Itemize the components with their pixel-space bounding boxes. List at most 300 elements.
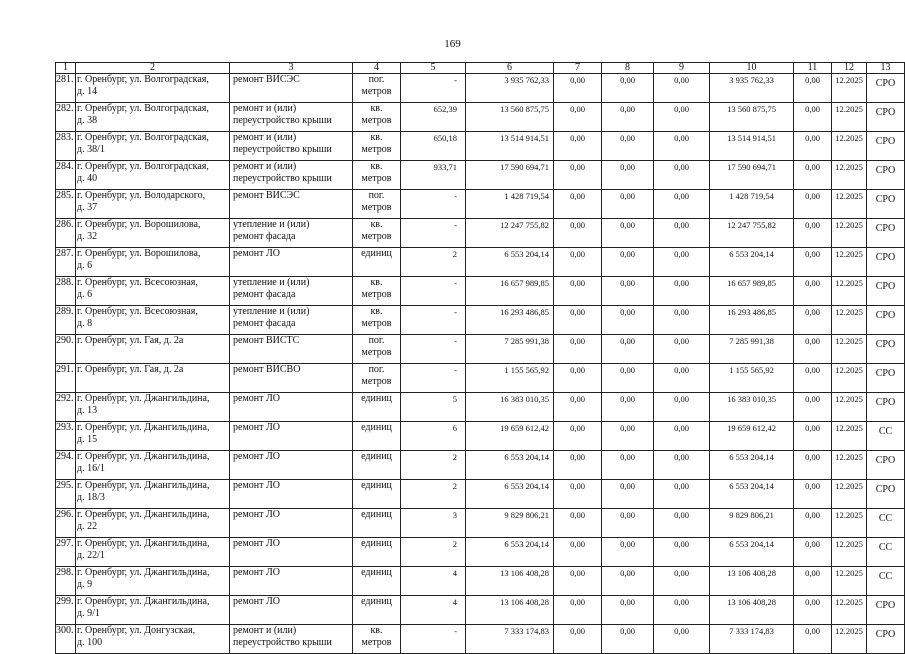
work-type-cell-line: ремонт и (или) (233, 103, 297, 114)
column-header: 2 (76, 63, 230, 74)
address-cell-line: г. Оренбург, ул. Волгоградская, (77, 103, 209, 114)
unit-cell-line: метров (361, 375, 392, 387)
address-cell-line: д. 22/1 (77, 549, 105, 561)
date-cell (832, 306, 867, 335)
total-cell (710, 132, 794, 161)
cost-cell-line: 13 560 875,75 (500, 104, 549, 114)
cost-cell (466, 103, 554, 132)
value-cell (654, 306, 710, 335)
value-cell-line: 0,00 (805, 104, 820, 114)
cost-cell-line: 6 553 204,14 (504, 249, 549, 259)
value-cell (794, 538, 832, 567)
column-header: 13 (867, 63, 905, 74)
value-cell-line: 0,00 (674, 104, 689, 114)
address-cell-line: д. 38 (77, 114, 98, 126)
table-row (56, 335, 905, 364)
column-header: 10 (710, 63, 794, 74)
address-cell-line: д. 8 (77, 317, 93, 329)
quantity-cell-line: - (454, 278, 457, 288)
cost-cell (466, 190, 554, 219)
unit-cell (353, 248, 401, 277)
date-cell (832, 103, 867, 132)
cost-cell (466, 306, 554, 335)
organization-cell-line: СС (878, 513, 893, 524)
date-cell (832, 132, 867, 161)
value-cell-line: 0,00 (805, 162, 820, 172)
value-cell-line: 0,00 (805, 394, 820, 404)
value-cell (654, 335, 710, 364)
organization-cell (867, 219, 905, 248)
row-number-line: 294. (56, 451, 74, 462)
value-cell (554, 277, 602, 306)
date-cell (832, 596, 867, 625)
address-cell-line: г. Оренбург, ул. Донгузская, (77, 625, 196, 636)
address-cell (76, 538, 230, 567)
table-row (56, 161, 905, 190)
quantity-cell-line: 3 (452, 510, 457, 520)
unit-cell (353, 161, 401, 190)
value-cell (602, 538, 654, 567)
address-cell-line: г. Оренбург, ул. Всесоюзная, (77, 277, 198, 288)
organization-cell (867, 306, 905, 335)
value-cell (602, 74, 654, 103)
unit-cell (353, 480, 401, 509)
cost-cell (466, 538, 554, 567)
address-cell-line: д. 13 (77, 404, 98, 416)
date-cell (832, 248, 867, 277)
organization-cell-line: СРО (875, 397, 896, 408)
quantity-cell-line: - (454, 307, 457, 317)
unit-cell (353, 625, 401, 654)
quantity-cell-line: 6 (452, 423, 457, 433)
unit-cell (353, 132, 401, 161)
value-cell-line: 0,00 (620, 365, 635, 375)
table-row (56, 364, 905, 393)
row-number (56, 596, 76, 625)
address-cell (76, 277, 230, 306)
organization-cell (867, 364, 905, 393)
address-cell (76, 161, 230, 190)
cost-cell-line: 6 553 204,14 (504, 452, 549, 462)
cost-cell-line: 19 659 612,42 (500, 423, 549, 433)
row-number-line: 285. (56, 190, 74, 201)
value-cell (794, 567, 832, 596)
capital-repair-table (55, 62, 905, 654)
unit-cell-line: метров (361, 230, 392, 242)
value-cell-line: 0,00 (620, 249, 635, 259)
page-number: 169 (444, 38, 461, 50)
quantity-cell-line: 2 (452, 249, 457, 259)
date-cell (832, 451, 867, 480)
cost-cell-line: 16 657 989,85 (500, 278, 549, 288)
date-cell (832, 190, 867, 219)
total-cell (710, 480, 794, 509)
row-number-line: 283. (56, 132, 74, 143)
value-cell (654, 161, 710, 190)
address-cell-line: г. Оренбург, ул. Джангильдина, (77, 480, 210, 491)
value-cell (554, 306, 602, 335)
value-cell (602, 190, 654, 219)
quantity-cell (401, 538, 466, 567)
value-cell-line: 0,00 (570, 162, 585, 172)
row-number (56, 132, 76, 161)
date-cell (832, 625, 867, 654)
row-number (56, 277, 76, 306)
value-cell (654, 451, 710, 480)
organization-cell-line: СРО (875, 484, 896, 495)
value-cell-line: 0,00 (570, 75, 585, 85)
address-cell (76, 393, 230, 422)
value-cell-line: 0,00 (805, 307, 820, 317)
value-cell-line: 0,00 (805, 510, 820, 520)
work-type-cell (230, 132, 353, 161)
row-number-line: 284. (56, 161, 74, 172)
quantity-cell-line: 4 (452, 568, 457, 578)
quantity-cell (401, 335, 466, 364)
quantity-cell (401, 74, 466, 103)
value-cell (654, 422, 710, 451)
value-cell-line: 0,00 (674, 626, 689, 636)
value-cell-line: 0,00 (674, 423, 689, 433)
total-cell-line: 16 293 486,85 (727, 307, 776, 317)
value-cell-line: 0,00 (620, 307, 635, 317)
table-row (56, 306, 905, 335)
unit-cell (353, 219, 401, 248)
quantity-cell (401, 132, 466, 161)
quantity-cell-line: 650,18 (433, 133, 457, 143)
total-cell-line: 7 285 991,38 (729, 336, 774, 346)
total-cell-line: 13 106 408,28 (727, 568, 776, 578)
address-cell-line: д. 16/1 (77, 462, 105, 474)
organization-cell-line: СРО (875, 136, 896, 147)
value-cell (654, 538, 710, 567)
address-cell (76, 422, 230, 451)
organization-cell (867, 277, 905, 306)
value-cell-line: 0,00 (570, 481, 585, 491)
address-cell-line: г. Оренбург, ул. Гая, д. 2а (77, 364, 184, 375)
value-cell (554, 103, 602, 132)
total-cell (710, 190, 794, 219)
total-cell-line: 13 514 914,51 (727, 133, 776, 143)
address-cell-line: д. 32 (77, 230, 98, 242)
quantity-cell-line: 933,71 (433, 162, 457, 172)
row-number (56, 248, 76, 277)
work-type-cell (230, 364, 353, 393)
address-cell-line: г. Оренбург, ул. Джангильдина, (77, 451, 210, 462)
address-cell-line: д. 9/1 (77, 607, 100, 619)
value-cell-line: 0,00 (570, 510, 585, 520)
value-cell-line: 0,00 (570, 394, 585, 404)
total-cell-line: 16 657 989,85 (727, 278, 776, 288)
cost-cell (466, 393, 554, 422)
value-cell (602, 306, 654, 335)
value-cell-line: 0,00 (674, 278, 689, 288)
value-cell (794, 451, 832, 480)
work-type-cell-line: ремонт ЛО (233, 480, 280, 491)
total-cell (710, 248, 794, 277)
cost-cell-line: 16 293 486,85 (500, 307, 549, 317)
unit-cell (353, 364, 401, 393)
unit-cell-line: единиц (361, 248, 392, 259)
row-number (56, 74, 76, 103)
value-cell-line: 0,00 (620, 75, 635, 85)
organization-cell (867, 451, 905, 480)
value-cell-line: 0,00 (674, 162, 689, 172)
total-cell-line: 12 247 755,82 (727, 220, 776, 230)
value-cell-line: 0,00 (805, 597, 820, 607)
organization-cell-line: СРО (875, 368, 896, 379)
unit-cell-line: кв. (370, 306, 383, 317)
row-number (56, 161, 76, 190)
value-cell-line: 0,00 (674, 220, 689, 230)
value-cell-line: 0,00 (620, 568, 635, 578)
work-type-cell (230, 509, 353, 538)
total-cell (710, 74, 794, 103)
quantity-cell (401, 248, 466, 277)
cost-cell-line: 6 553 204,14 (504, 539, 549, 549)
value-cell (554, 538, 602, 567)
organization-cell-line: СРО (875, 600, 896, 611)
date-cell-line: 12.2025 (835, 307, 863, 317)
value-cell (602, 567, 654, 596)
row-number-line: 288. (56, 277, 74, 288)
value-cell-line: 0,00 (620, 133, 635, 143)
unit-cell-line: кв. (370, 161, 383, 172)
date-cell-line: 12.2025 (835, 278, 863, 288)
column-header: 1 (56, 63, 76, 74)
value-cell (654, 74, 710, 103)
value-cell-line: 0,00 (674, 452, 689, 462)
unit-cell-line: единиц (361, 422, 392, 433)
work-type-cell-line: ремонт фасада (233, 230, 296, 242)
value-cell-line: 0,00 (570, 133, 585, 143)
address-cell-line: д. 18/3 (77, 491, 105, 503)
value-cell (794, 132, 832, 161)
value-cell (654, 393, 710, 422)
value-cell (602, 393, 654, 422)
work-type-cell (230, 103, 353, 132)
work-type-cell (230, 190, 353, 219)
value-cell-line: 0,00 (620, 452, 635, 462)
value-cell-line: 0,00 (570, 365, 585, 375)
address-cell-line: г. Оренбург, ул. Ворошилова, (77, 219, 201, 230)
organization-cell-line: СРО (875, 223, 896, 234)
quantity-cell (401, 277, 466, 306)
organization-cell (867, 74, 905, 103)
value-cell (602, 596, 654, 625)
total-cell-line: 9 829 806,21 (729, 510, 774, 520)
total-cell (710, 161, 794, 190)
total-cell-line: 1 155 565,92 (729, 365, 774, 375)
row-number-line: 281. (56, 74, 74, 85)
address-cell (76, 596, 230, 625)
value-cell (654, 480, 710, 509)
value-cell (602, 103, 654, 132)
organization-cell-line: СС (878, 426, 893, 437)
unit-cell-line: метров (361, 636, 392, 648)
value-cell-line: 0,00 (620, 336, 635, 346)
row-number (56, 451, 76, 480)
cost-cell-line: 9 829 806,21 (504, 510, 549, 520)
value-cell-line: 0,00 (620, 626, 635, 636)
value-cell (602, 277, 654, 306)
total-cell-line: 1 428 719,54 (729, 191, 774, 201)
table-row (56, 277, 905, 306)
value-cell-line: 0,00 (805, 133, 820, 143)
work-type-cell-line: переустройство крыши (233, 143, 332, 155)
address-cell-line: д. 40 (77, 172, 98, 184)
column-header: 5 (401, 63, 466, 74)
unit-cell-line: метров (361, 172, 392, 184)
total-cell-line: 7 333 174,83 (729, 626, 774, 636)
total-cell-line: 6 553 204,14 (729, 452, 774, 462)
value-cell (602, 248, 654, 277)
work-type-cell (230, 567, 353, 596)
organization-cell-line: СРО (875, 165, 896, 176)
address-cell (76, 625, 230, 654)
cost-cell (466, 567, 554, 596)
organization-cell-line: СРО (875, 252, 896, 263)
unit-cell-line: кв. (370, 103, 383, 114)
value-cell-line: 0,00 (620, 191, 635, 201)
row-number (56, 625, 76, 654)
value-cell (554, 248, 602, 277)
work-type-cell-line: ремонт ВИСТС (233, 335, 300, 346)
address-cell-line: д. 9 (77, 578, 93, 590)
quantity-cell-line: - (454, 365, 457, 375)
quantity-cell (401, 364, 466, 393)
quantity-cell (401, 161, 466, 190)
value-cell-line: 0,00 (570, 452, 585, 462)
unit-cell-line: метров (361, 288, 392, 300)
total-cell-line: 13 106 408,28 (727, 597, 776, 607)
total-cell (710, 625, 794, 654)
row-number (56, 509, 76, 538)
total-cell-line: 6 553 204,14 (729, 249, 774, 259)
row-number-line: 291. (56, 364, 74, 375)
unit-cell-line: единиц (361, 451, 392, 462)
cost-cell (466, 248, 554, 277)
work-type-cell-line: ремонт и (или) (233, 625, 297, 636)
value-cell-line: 0,00 (674, 510, 689, 520)
cost-cell-line: 1 155 565,92 (504, 365, 549, 375)
organization-cell (867, 248, 905, 277)
work-type-cell (230, 335, 353, 364)
quantity-cell-line: 2 (452, 539, 457, 549)
address-cell-line: г. Оренбург, ул. Ворошилова, (77, 248, 201, 259)
value-cell (654, 596, 710, 625)
value-cell (794, 625, 832, 654)
total-cell-line: 17 590 694,71 (727, 162, 776, 172)
organization-cell (867, 393, 905, 422)
value-cell-line: 0,00 (620, 423, 635, 433)
address-cell (76, 103, 230, 132)
table-row (56, 596, 905, 625)
value-cell (794, 364, 832, 393)
cost-cell-line: 1 428 719,54 (504, 191, 549, 201)
unit-cell-line: метров (361, 143, 392, 155)
organization-cell-line: СРО (875, 281, 896, 292)
row-number-line: 289. (56, 306, 74, 317)
value-cell-line: 0,00 (620, 510, 635, 520)
row-number (56, 219, 76, 248)
table-row (56, 509, 905, 538)
date-cell-line: 12.2025 (835, 626, 863, 636)
value-cell-line: 0,00 (805, 539, 820, 549)
unit-cell-line: кв. (370, 219, 383, 230)
organization-cell (867, 625, 905, 654)
value-cell-line: 0,00 (570, 423, 585, 433)
value-cell (794, 74, 832, 103)
value-cell-line: 0,00 (674, 568, 689, 578)
date-cell (832, 219, 867, 248)
work-type-cell-line: ремонт ЛО (233, 509, 280, 520)
unit-cell-line: метров (361, 317, 392, 329)
row-number-line: 282. (56, 103, 74, 114)
organization-cell-line: СРО (875, 310, 896, 321)
value-cell-line: 0,00 (570, 336, 585, 346)
unit-cell-line: пог. (368, 190, 385, 201)
work-type-cell (230, 625, 353, 654)
date-cell-line: 12.2025 (835, 597, 863, 607)
row-number-line: 287. (56, 248, 74, 259)
date-cell-line: 12.2025 (835, 220, 863, 230)
quantity-cell-line: - (454, 75, 457, 85)
value-cell (794, 103, 832, 132)
table-row (56, 567, 905, 596)
date-cell-line: 12.2025 (835, 568, 863, 578)
quantity-cell-line: 4 (452, 597, 457, 607)
row-number (56, 306, 76, 335)
work-type-cell (230, 596, 353, 625)
table-row (56, 74, 905, 103)
address-cell (76, 509, 230, 538)
quantity-cell (401, 306, 466, 335)
table-row (56, 538, 905, 567)
unit-cell (353, 335, 401, 364)
unit-cell-line: метров (361, 114, 392, 126)
value-cell (602, 422, 654, 451)
total-cell (710, 422, 794, 451)
value-cell (794, 393, 832, 422)
value-cell-line: 0,00 (805, 191, 820, 201)
value-cell (654, 219, 710, 248)
cost-cell-line: 13 106 408,28 (500, 568, 549, 578)
value-cell-line: 0,00 (805, 452, 820, 462)
value-cell (794, 248, 832, 277)
value-cell-line: 0,00 (674, 597, 689, 607)
organization-cell (867, 509, 905, 538)
total-cell-line: 16 383 010,35 (727, 394, 776, 404)
value-cell (554, 422, 602, 451)
quantity-cell-line: - (454, 336, 457, 346)
unit-cell (353, 422, 401, 451)
quantity-cell (401, 190, 466, 219)
work-type-cell-line: переустройство крыши (233, 172, 332, 184)
quantity-cell (401, 567, 466, 596)
unit-cell-line: метров (361, 85, 392, 97)
row-number (56, 393, 76, 422)
column-header: 12 (832, 63, 867, 74)
value-cell (654, 248, 710, 277)
quantity-cell-line: 2 (452, 481, 457, 491)
unit-cell-line: единиц (361, 538, 392, 549)
address-cell-line: г. Оренбург, ул. Джангильдина, (77, 567, 210, 578)
work-type-cell-line: утепление и (или) (233, 277, 310, 288)
cost-cell-line: 13 106 408,28 (500, 597, 549, 607)
total-cell-line: 6 553 204,14 (729, 539, 774, 549)
unit-cell-line: единиц (361, 596, 392, 607)
